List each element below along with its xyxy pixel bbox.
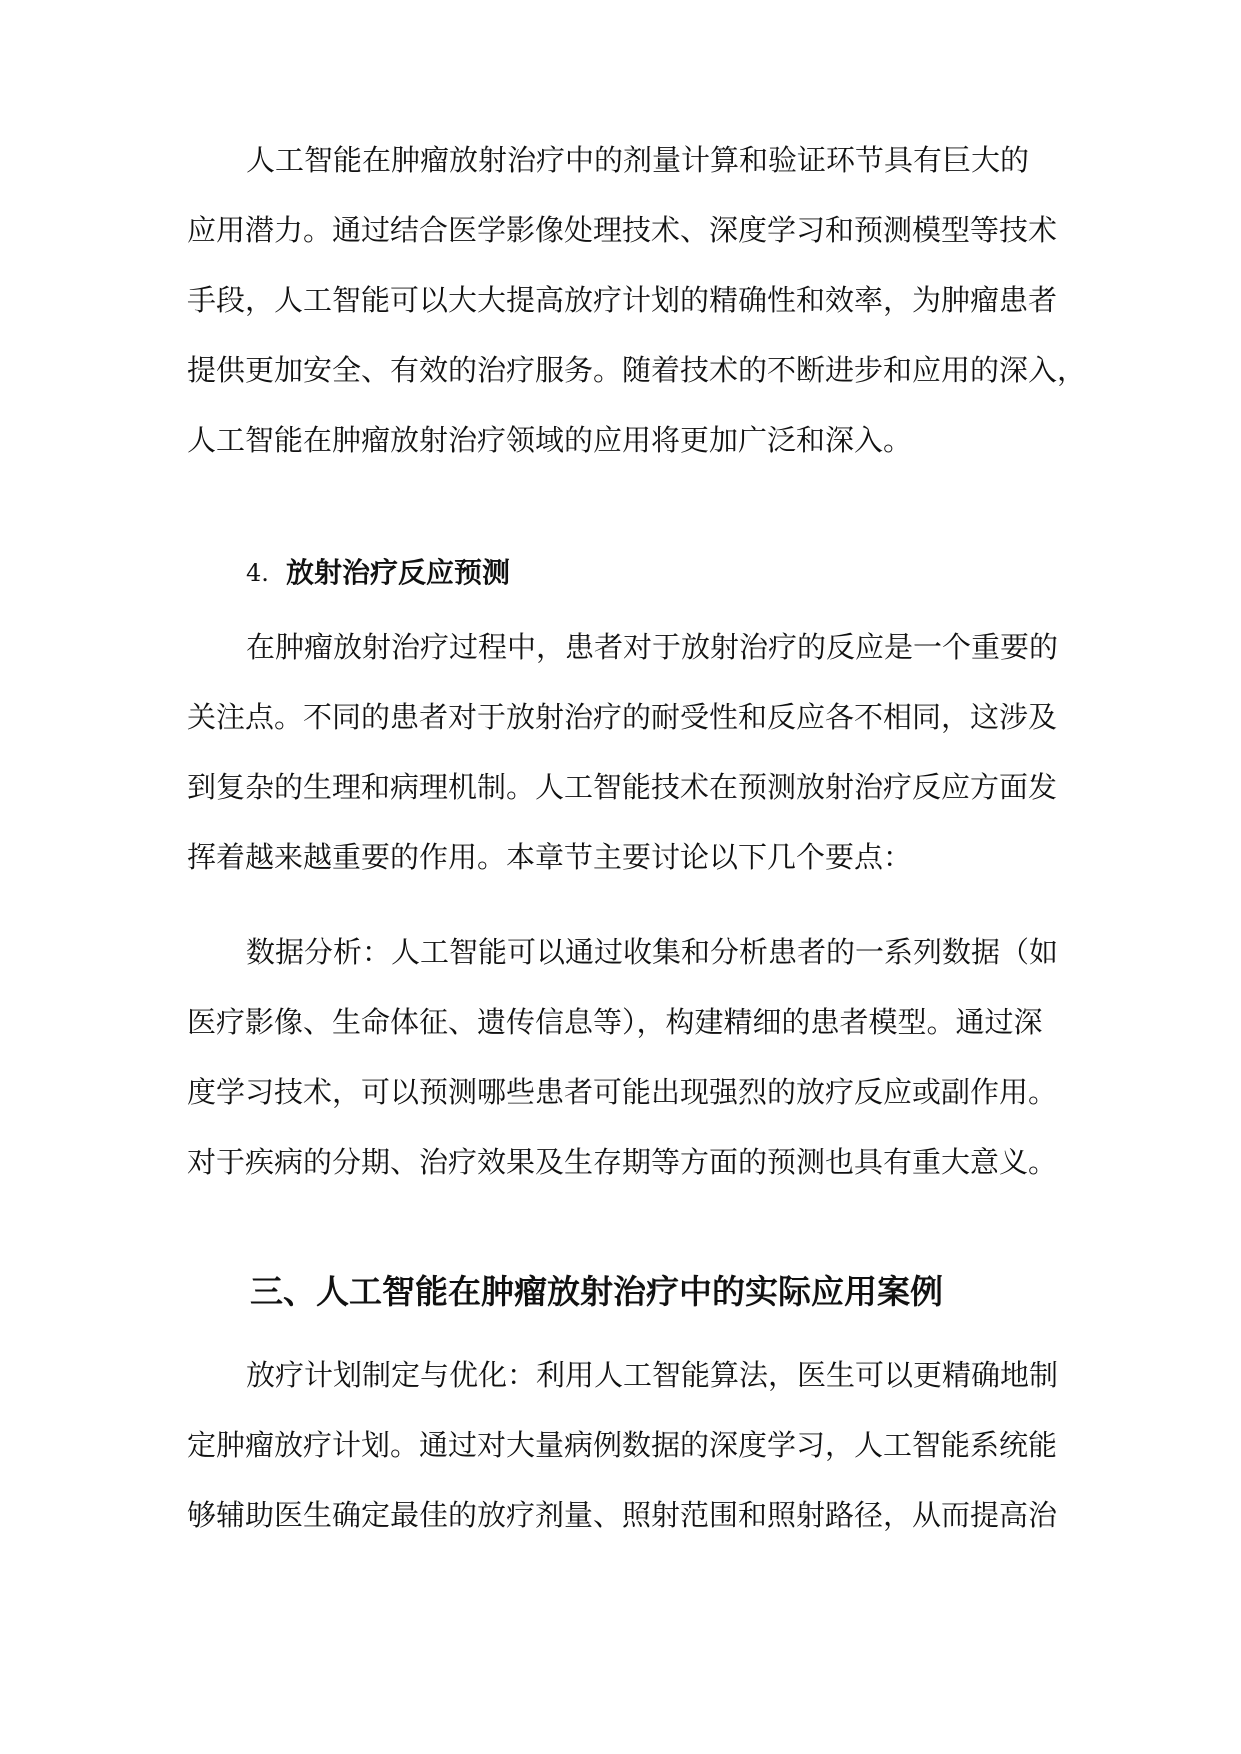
section-heading: 三、人工智能在肿瘤放射治疗中的实际应用案例 (250, 1272, 943, 1311)
paragraph-line: 人工智能在肿瘤放射治疗领域的应用将更加广泛和深入。 (187, 423, 913, 457)
paragraph-line: 在肿瘤放射治疗过程中，患者对于放射治疗的反应是一个重要的 (246, 630, 1059, 664)
paragraph-line: 定肿瘤放疗计划。通过对大量病例数据的深度学习，人工智能系统能 (187, 1428, 1058, 1462)
paragraph-line: 挥着越来越重要的作用。本章节主要讨论以下几个要点： (187, 840, 913, 874)
paragraph-line: 到复杂的生理和病理机制。人工智能技术在预测放射治疗反应方面发 (187, 770, 1058, 804)
paragraph-line: 人工智能在肿瘤放射治疗中的剂量计算和验证环节具有巨大的 (246, 143, 1030, 177)
paragraph-line: 度学习技术，可以预测哪些患者可能出现强烈的放疗反应或副作用。 (187, 1075, 1058, 1109)
paragraph-line: 放疗计划制定与优化：利用人工智能算法，医生可以更精确地制 (246, 1358, 1059, 1392)
paragraph-line: 够辅助医生确定最佳的放疗剂量、照射范围和照射路径，从而提高治 (187, 1498, 1058, 1532)
paragraph-line: 手段，人工智能可以大大提高放疗计划的精确性和效率，为肿瘤患者 (187, 283, 1058, 317)
paragraph-line: 医疗影像、生命体征、遗传信息等），构建精细的患者模型。通过深 (187, 1005, 1043, 1039)
paragraph-line: 应用潜力。通过结合医学影像处理技术、深度学习和预测模型等技术 (187, 213, 1058, 247)
subheading-title: 放射治疗反应预测 (286, 556, 511, 589)
paragraph-line: 关注点。不同的患者对于放射治疗的耐受性和反应各不相同，这涉及 (187, 700, 1058, 734)
paragraph-line: 提供更加安全、有效的治疗服务。随着技术的不断进步和应用的深入， (187, 353, 1087, 387)
paragraph-line: 对于疾病的分期、治疗效果及生存期等方面的预测也具有重大意义。 (187, 1145, 1058, 1179)
subheading-number: 4. (246, 559, 269, 587)
paragraph-line: 数据分析：人工智能可以通过收集和分析患者的一系列数据（如 (246, 935, 1059, 969)
